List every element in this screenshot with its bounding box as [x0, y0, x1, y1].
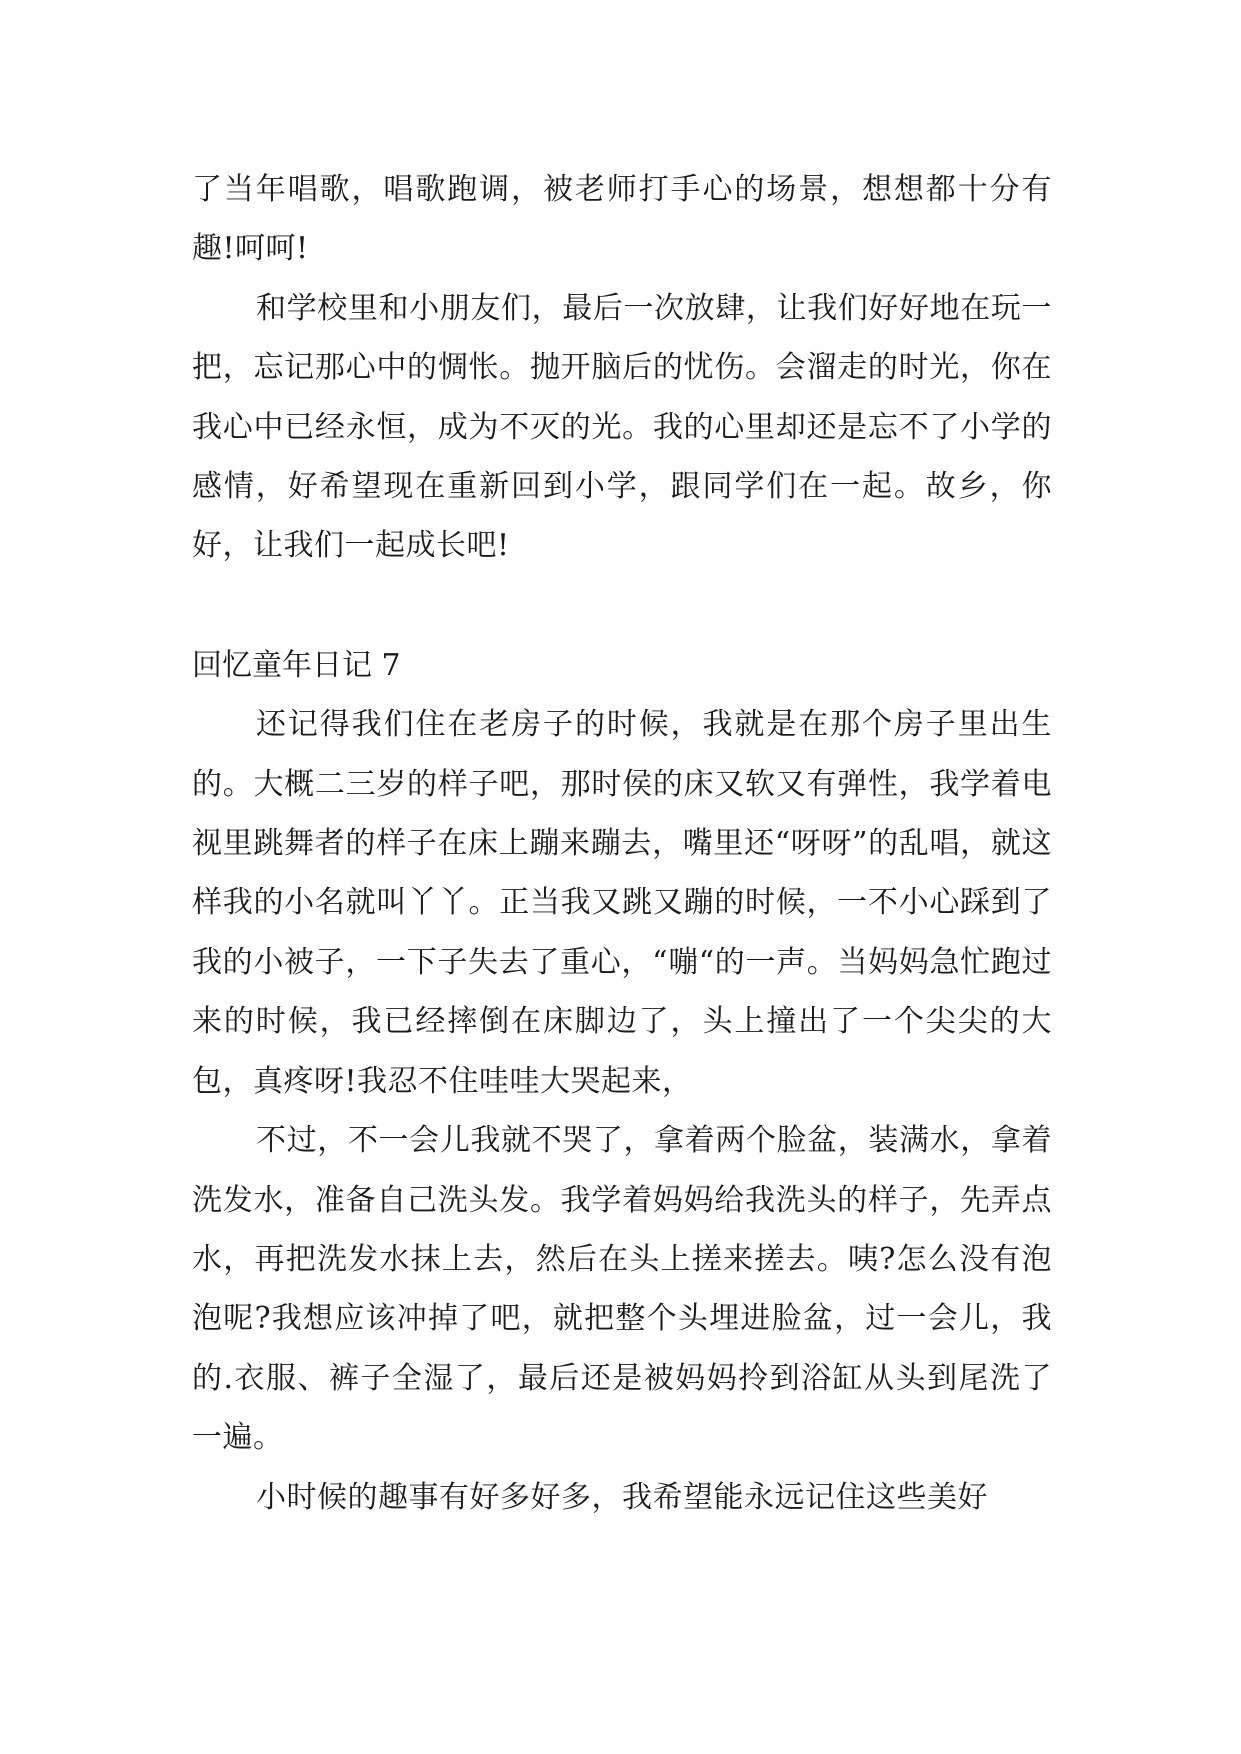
document-body [192, 160, 1052, 1527]
paragraph-continuation: 了当年唱歌，唱歌跑调，被老师打手心的场景，想想都十分有趣!呵呵! [192, 172, 1052, 267]
paragraph-school-farewell: 和学校里和小朋友们，最后一次放肆，让我们好好地在玩一把，忘记那心中的惆怅。抛开脑后的忧伤。会溜走的时光，你在我心中已经永恒，成为不灭的光。我的心里却还是忘不了小学的感情，好希望现在重新回到小学，跟同学们在一起。故乡，你好，让我们一起成长吧! [192, 290, 1052, 564]
section-gap [192, 576, 1052, 636]
section-title: 回忆童年日记 7 [192, 647, 401, 683]
paragraph-old-house: 还记得我们住在老房子的时候，我就是在那个房子里出生的。大概二三岁的样子吧，那时侯的床又软又有弹性，我学着电视里跳舞者的样子在床上蹦来蹦去，嘴里还“呀呀”的乱唱，就这样我的小名就叫丫丫。正当我又跳又蹦的时候，一不小心踩到了我的小被子，一下子失去了重心，“嘣“的一声。当妈妈急忙跑过来的时候，我已经摔倒在床脚边了，头上撞出了一个尖尖的大包，真疼呀!我忍不住哇哇大哭起来， [192, 707, 1052, 1099]
paragraph-washing-hair: 不过，不一会儿我就不哭了，拿着两个脸盆，装满水，拿着洗发水，准备自己洗头发。我学着妈妈给我洗头的样子，先弄点水，再把洗发水抹上去，然后在头上搓来搓去。咦?怎么没有泡泡呢?我想应该冲掉了吧，就把整个头埋进脸盆，过一会儿，我的.衣服、裤子全湿了，最后还是被妈妈拎到浴缸从头到尾洗了一遍。 [192, 1123, 1052, 1456]
paragraph-childhood-memories: 小时候的趣事有好多好多，我希望能永远记住这些美好 [256, 1479, 988, 1515]
